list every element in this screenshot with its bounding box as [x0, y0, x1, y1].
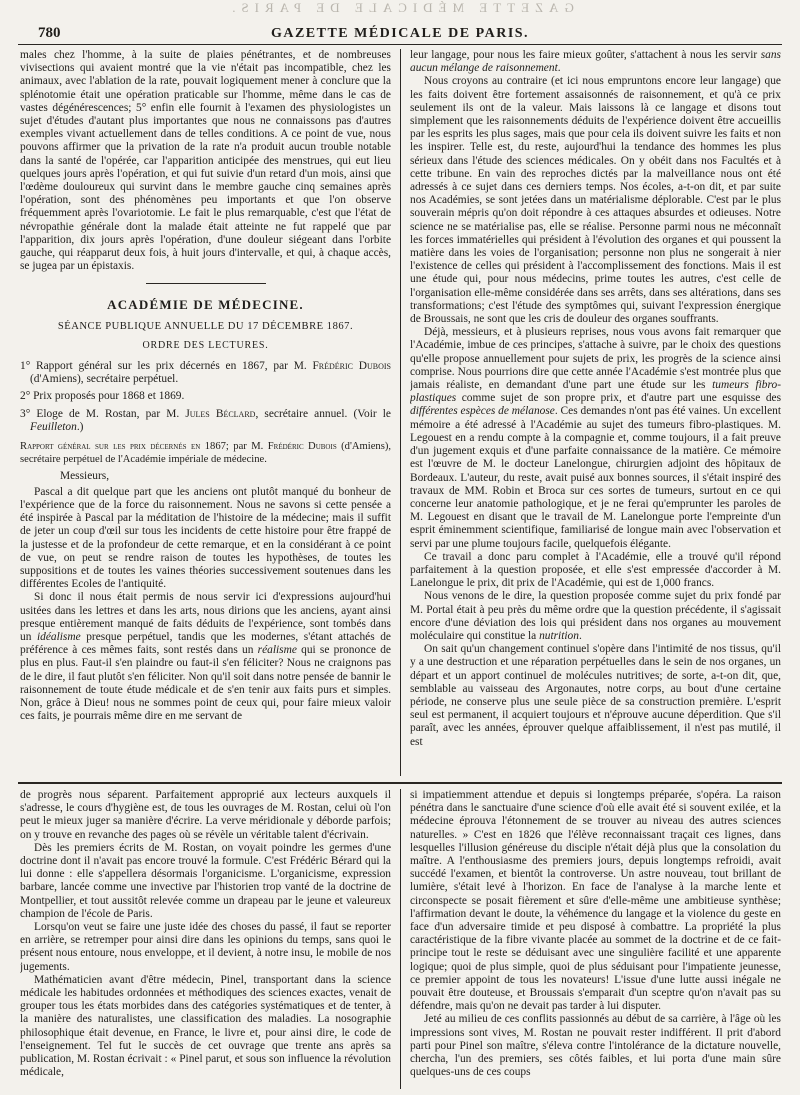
paragraph: si impatiemment attendue et depuis si longtemps préparée, s'opéra. La raison pénétra dans le sanctuaire d'une science d'où elle avait été si souvent exilée, et la médecine éprouva l'étonnement de se trouver au niveau des autres sciences naturelles. » C'est en 1826 que l'élève reconnaissant traçait ces lignes, dans lesquelles l'illusion généreuse du disciple n'était déjà plus que la consolation du maître. A l'enthousiasme des premiers jours, depuis longtemps refroidi, avait succédé l'examen, et bientôt la controverse. Un astre nouveau, tout brillant de lumière, s'était levé à l'horizon. En face de l'analyse à la marche lente et circonspecte se posait fièrement et sûre d'elle-même une ambitieuse synthèse; l'affirmation devant le doute, la véhémence du langage et la violence du geste en face d'un adversaire timide et peu disposé à combattre. La propriété la plus caractéristique de la fibre vivante placée au sommet de la doctrine et de ce fait-principe tout le reste se déduisant avec une singulière facilité et une apparente logique; quoi de plus simple, quoi de plus séduisant pour l'impatiente jeunesse, ce premier appoint de tous les novateurs! L'issue d'une lutte aussi inégale ne pouvait être douteuse, et Broussais s'emparait d'un sceptre qu'on n'avait pas su défendre, mais qu'on ne devait pas tarder à lui disputer. [410, 789, 781, 1013]
paragraph: Nous croyons au contraire (et ici nous empruntons encore leur langage) que les faits doivent être fortement assaisonnés de raisonnement, et qu'à ce prix seulement ils ont de la valeur. Mais laissons là ce langage et disons tout simplement que les raisonnements déduits de l'expérience doivent être accueillis par les esprits les plus sages, mais que pour cela ils doivent suivre les faits et non les inspirer. Telle est, du reste, aujourd'hui la tendance des hommes les plus sérieux dans l'étude des sciences médicales. On y obéit dans nos Facultés et à cette tribune. En vain des reproches dictés par la malveillance nous ont été adressés à ce sujet dans ces derniers temps. Nos écoles, a-t-on dit, et par suite nos Académies, se sont jetées dans un matérialisme déplorable. C'est par le plus souverain mépris qu'on doit répondre à ces attaques absurdes et odieuses. Notre science ne se matérialise pas, elle se réalise. Personne parmi nous ne méconnaît les forces immatérielles qui président à l'évolution des organes et qui poussent la matière dans les voies de l'organisation; personne non plus ne songerait à nier l'existence de celles qui président à l'accomplissement des fonctions. Mais il est une étude qui, pour nous médecins, prime toutes les autres, c'est celle de l'organisation elle-même considérée dans ses arrêts, dans ses altérations, dans ses transformations; c'est l'étude des symptômes qui, suivant l'expression énergique de Broussais, ne sont que les cris de douleur des organes souffrants. [410, 75, 781, 326]
column-divider [400, 49, 401, 776]
paragraph: Ce travail a donc paru complet à l'Académie, elle a trouvé qu'il répond parfaitement à la question proposée, et elle s'est empressée d'accorder à M. Lanelongue le prix, dit prix de l'Académie, qui est de 1,000 francs. [410, 550, 781, 590]
feuilleton-rule [18, 782, 782, 784]
session-heading: SÉANCE PUBLIQUE ANNUELLE DU 17 DÉCEMBRE 1867. [57, 320, 354, 332]
order-heading: ORDRE DES LECTURES. [142, 339, 269, 351]
page-header [18, 22, 782, 45]
report-heading: Rapport général sur les prix décernés en 1867; par M. Frédéric Dubois (d'Amiens), secrétaire perpétuel de l'Académie impériale de médecine. [20, 441, 391, 466]
paragraph: de progrès nous séparent. Parfaitement approprié aux lecteurs auxquels il s'adresse, le cours d'hygiène est, de tous les ouvrages de M. Rostan, celui où l'on peut le mieux juger sa manière d'écrire. La verve méridionale y déborde parfois; on y trouve en revanche des pages où se révèle un véritable talent d'écrivain. [20, 789, 391, 841]
paragraph: males chez l'homme, à la suite de plaies pénétrantes, et de nombreuses vivisections qui avaient montré que la vie n'était pas incompatible, chez les animaux, avec l'ablation de la rate, pouvait logiquement mener à conclure que la splénotomie était une opération praticable sur l'homme, même dans le cas de vastes dégénérescences; 5° enfin elle fournit à l'examen des physiologistes un sujet d'études d'autant plus importantes que nous ne connaissons pas d'autres exemples vivant actuellement dans de telles conditions. A ce point de vue, nous pouvons affirmer que la privation de la rate n'a produit aucun trouble notable dans la santé de l'opérée, car l'apparition anticipée des menstrues, qui eut lieu quelques jours après l'opération, et qui fut suivie d'un retard d'un mois, ainsi que l'œdème douloureux qui survint dans le membre gauche cinq semaines après l'opération, sont des phénomènes peu importants et que l'on observe fréquemment après l'ovariotomie. Le fait le plus remarquable, c'est que l'état de névropathie générale dont la malade était atteinte ne fut rappelé que par l'apparition, dix jours après l'opération, d'une douleur siégeant dans l'orbite gauche, qui réapparut deux fois, à huit jours d'intervalle, et qui, à chaque accès, se jugea par un épistaxis. [20, 49, 391, 273]
column-divider [400, 789, 401, 1089]
paragraph: Pascal a dit quelque part que les anciens ont plutôt manqué du bonheur de l'expérience que de la force du raisonnement. Nous ne savons si cette pensée a été inspirée à Pascal par la méditation de l'histoire de la médecine; mais il suffit de jeter un coup d'œil sur tous les incidents de cette histoire pour être frappé de la justesse et de la profondeur de cette remarque, et en la considérant à ce point de vue, on peut se rendre raison de toutes les hypothèses, de toutes les suppositions et de toutes les vaines théories successivement soutenues dans les différentes Ecoles de l'antiquité. [20, 485, 391, 591]
paragraph: On sait qu'un changement continuel s'opère dans l'intimité de nos tissus, qu'il y a une destruction et une réparation perpétuelles dans le sein de nos organes, un départ et un apport continuel de molécules nutritives; de sorte, a-t-on dit, que, semblable au vaisseau des Argonautes, notre corps, au bout d'une certaine période, ne conserve plus une seule pièce de sa construction première. L'esprit seul est permanent, il acquiert toujours et n'éprouve aucune déperdition. Que s'il paraît, avec les années, éprouver quelque affaiblissement, il n'est pas mutilé, il est [410, 643, 781, 748]
paragraph: Si donc il nous était permis de nous servir ici d'expressions aujourd'hui usitées dans les lettres et dans les arts, nous dirions que les anciens, ayant ainsi presque entièrement manqué de faits déduits de l'expérience, sont tombés dans un idéalisme presque perpétuel, tandis que les modernes, s'étant attachés de préférence à ces mêmes faits, sont restés dans un réalisme qui se prononce de plus en plus. Faut-il s'en plaindre ou faut-il s'en féliciter? Nous ne craignons pas de le dire, il faut plutôt s'en féliciter. Non qu'il soit dans notre pensée de bannir le raisonnement de toute étude médicale et de s'en tenir aux faits purs et simples. Non, grâce à Dieu! nous ne sommes point de ceux qui, pour faire mieux valoir ces faits, je pourrais même dire en me servant de [20, 591, 391, 723]
salutation: Messieurs, [60, 470, 110, 483]
page-number: 780 [38, 25, 61, 41]
paragraph: Mathématicien avant d'être médecin, Pinel, transportant dans la science médicale les habitudes ordonnées et méthodiques des sciences exactes, venait de grouper tous les états morbides dans des catégories systématiques et de tenter, à la manière des naturalistes, une classification des maladies. La nosographie philosophique était devenue, en France, le livre et, pour ainsi dire, le code de l'enseignement. Tel fut le succès de cet ouvrage que trente ans après sa publication, M. Rostan écrivait : « Pinel parut, et sous son influence la révolution médicale, [20, 973, 391, 1079]
column-top-left [20, 49, 391, 777]
order-item: 1° Rapport général sur les prix décernés en 1867, par M. Frédéric Dubois (d'Amiens), secrétaire perpétuel. [20, 360, 391, 386]
divider [146, 283, 266, 284]
order-item: 3° Eloge de M. Rostan, par M. Jules Béclard, secrétaire annuel. (Voir le Feuilleton.) [20, 407, 391, 433]
bleed-through-text: GAZETTE MÉDICALE DE PARIS. [226, 0, 574, 15]
paragraph: Jeté au milieu de ces conflits passionnés au début de sa carrière, à l'âge où les impressions sont vives, M. Rostan ne pouvait rester indifférent. Il prit d'abord parti pour Pinel son maître, s'éleva contre l'intolérance de la dictature nouvelle, chercha, l'un des premiers, ses côtés faibles, et lui porta d'une main sûre quelques-uns de ces coups [410, 1013, 781, 1079]
column-bottom-left [20, 789, 391, 1089]
academy-title: ACADÉMIE DE MÉDECINE. [107, 297, 304, 313]
paragraph: Dès les premiers écrits de M. Rostan, on voyait poindre les germes d'une doctrine dont il n'avait pas encore trouvé la formule. C'est Frédéric Bérard qui la lui donne : elle s'appellera désormais l'organicisme. L'organicisme, expression barbare, lancée comme une invective par l'historien trop vanté de la doctrine de Montpellier, et tout aussitôt relevée comme un drapeau par le jeune et valeureux champion de l'école de Paris. [20, 841, 391, 920]
column-bottom-right [410, 789, 781, 1089]
paragraph: Nous venons de le dire, la question proposée comme sujet du prix fondé par M. Portal était à peu près du même ordre que la question précédente, il s'agissait encore d'une déviation des lois qui président dans nos organes au mouvement moléculaire qui constitue la nutrition. [410, 590, 781, 642]
column-top-right [410, 49, 781, 777]
paragraph: leur langage, pour nous les faire mieux goûter, s'attachent à nous les servir sans aucun mélange de raisonnement. [410, 49, 781, 75]
order-item: 2° Prix proposés pour 1868 et 1869. [20, 390, 185, 403]
paragraph: Lorsqu'on veut se faire une juste idée des choses du passé, il faut se reporter en arrière, se retremper pour ainsi dire dans les opinions du temps, sans quoi le présent nous entoure, nous enveloppe, et il devient, à notre insu, le mobile de nos jugements. [20, 921, 391, 973]
paragraph: Déjà, messieurs, et à plusieurs reprises, nous vous avons fait remarquer que l'Académie, imbue de ces principes, s'attache à suivre, par le choix des questions qu'elle propose annuellement pour sujets de prix, les progrès de la science ainsi comprise. Nous pourrions dire que cette année l'Académie s'est montrée plus que jamais réaliste, en demandant d'une part une étude sur les tumeurs fibro-plastiques comme sujet de son propre prix, et d'autre part une esquisse des différentes espèces de mélanose. Ces demandes n'ont pas été vaines. Un excellent mémoire a été adressé à l'Académie au sujet des tumeurs fibro-plastiques. M. Legouest en a rendu compte à la compagnie et, comme toujours, il a fait preuve d'un jugement exquis et d'une parfaite connaissance de la matière. Ce mémoire est l'œuvre de M. le docteur Lanelongue, chirurgien adjoint des hôpitaux de Bordeaux. L'auteur, du reste, avait puisé aux bonnes sources, il s'était inspiré des travaux de MM. Robin et Broca sur ces sortes de tumeurs, surtout en ce qui concerne leur anatomie pathologique, et je ne ferai qu'emprunter les paroles de M. Legouest en disant que le travail de M. Lanelongue porte l'empreinte d'un esprit éminemment scientifique, familiarisé de longue main avec l'observation et servi par une plume toujours facile, quelquefois élégante. [410, 326, 781, 550]
masthead: GAZETTE MÉDICALE DE PARIS. [270, 26, 530, 41]
